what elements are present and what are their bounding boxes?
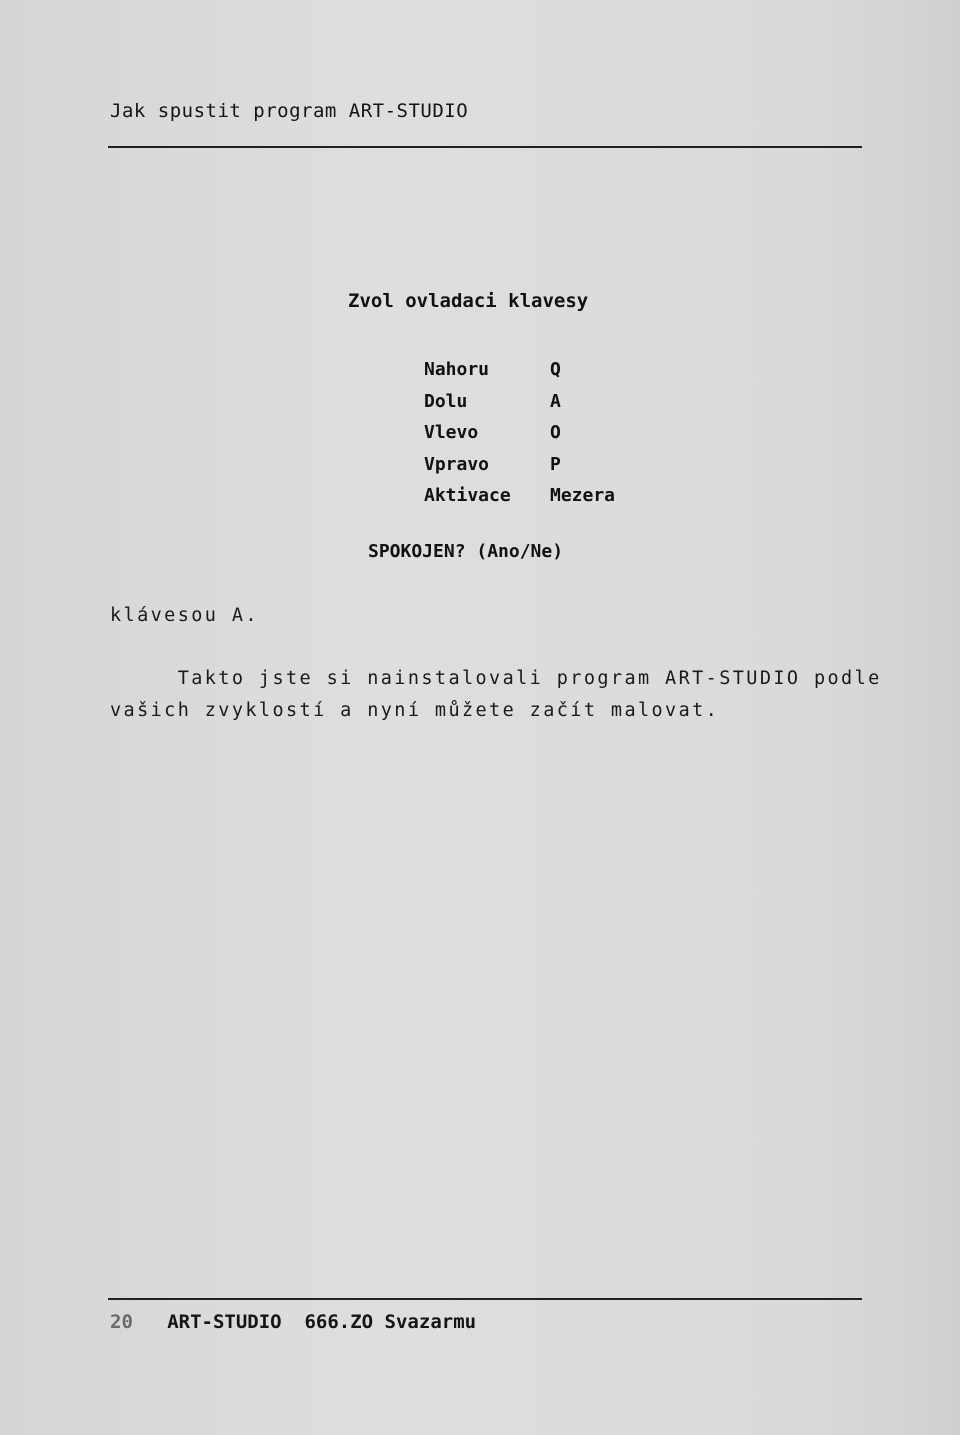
header-divider: [108, 146, 862, 148]
key-row: [424, 386, 615, 418]
body-paragraph-line: vašich zvyklostí a nyní můžete začít malovat.: [110, 700, 720, 721]
key-value: O: [550, 422, 561, 444]
key-action: Aktivace: [424, 485, 511, 507]
screen-title: Zvol ovladaci klavesy: [348, 290, 589, 312]
key-action: Vpravo: [424, 453, 490, 475]
confirmation-prompt: SPOKOJEN? (Ano/Ne): [368, 541, 564, 562]
body-paragraph-line: Takto jste si nainstalovali program ART-STUDIO podle: [110, 668, 882, 689]
key-value: P: [550, 453, 561, 475]
key-row: [424, 480, 615, 512]
key-action: Dolu: [424, 390, 468, 412]
page-number: 20: [110, 1311, 133, 1333]
footer-divider: [108, 1298, 862, 1300]
control-keys-table: [424, 354, 615, 512]
key-row: [424, 354, 615, 386]
key-value: Mezera: [550, 485, 616, 507]
key-value: Q: [550, 359, 561, 381]
key-action: Nahoru: [424, 359, 490, 381]
page-footer: [110, 1311, 476, 1333]
footer-text: ART-STUDIO 666.ZO Svazarmu: [167, 1311, 477, 1333]
key-action: Vlevo: [424, 422, 479, 444]
key-row: [424, 449, 615, 481]
page-header-title: Jak spustit program ART-STUDIO: [110, 100, 469, 122]
body-paragraph-line: klávesou A.: [110, 605, 259, 626]
key-value: A: [550, 390, 561, 412]
key-row: [424, 417, 615, 449]
